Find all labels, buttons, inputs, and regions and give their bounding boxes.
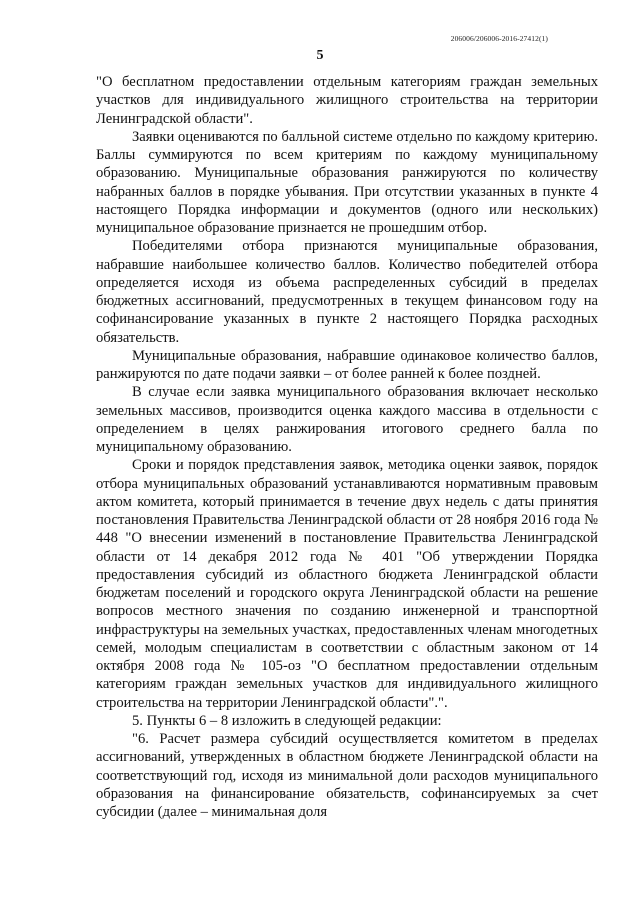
paragraph-equal-scores: Муниципальные образования, набравшие одинаковое количество баллов, ранжируются по дате подачи заявки – от более ранней к более поздней. [96, 347, 598, 382]
paragraph-scoring: Заявки оцениваются по балльной системе отдельно по каждому критерию. Баллы суммируются по всем критериям по каждому муниципальному образованию. Муниципальные образования ранжируются по количеству набранных баллов в порядке убывания. При отсутствии указанных в пункте 4 настоящего Порядка информации и документов (одного или нескольких) муниципальное образование признается не прошедшим отбор. [96, 128, 598, 236]
paragraph-winners: Победителями отбора признаются муниципальные образования, набравшие наибольшее количество баллов. Количество победителей отбора определяется исходя из объема распределенных субсидий в пределах бюджетных ассигнований, предусмотренных в текущем финансовом году на софинансирование указанных в пункте 2 настоящего Порядка расходных обязательств. [96, 238, 598, 346]
document-body [96, 73, 598, 821]
page-number: 5 [316, 48, 324, 63]
paragraph-deadlines: Сроки и порядок представления заявок, методика оценки заявок, порядок отбора муниципальных образований устанавливаются нормативным правовым актом комитета, который принимается в течение двух недель с даты принятия постановления Правительства Ленинградской области от 28 ноября 2016 года № 448 "О внесении изменений в постановление Правительства Ленинградской области от 14 декабря 2012 года № 401 "Об утверждении Порядка предоставления субсидий из областного бюджета Ленинградской области бюджетам поселений и городского округа Ленинградской области на решение вопросов местного значения по созданию инженерной и транспортной инфраструктуры на земельных участках, предоставленных членам многодетных семей, молодым специалистам в соответствии с областным законом от 14 октября 2008 года № 105-оз "О бесплатном предоставлении отдельным категориям граждан земельных участков для индивидуального жилищного строительства на территории Ленинградской области".". [96, 457, 598, 711]
paragraph-multiple-massifs: В случае если заявка муниципального образования включает несколько земельных массивов, производится оценка каждого массива в отдельности с определением в целях ранжирования итогового среднего балла по муниципальному образованию. [96, 384, 598, 455]
paragraph-item-5: 5. Пункты 6 – 8 изложить в следующей редакции: [132, 712, 442, 729]
document-id: 206006/206006-2016-27412(1) [450, 34, 548, 43]
paragraph-item-6: "6. Расчет размера субсидий осуществляется комитетом в пределах ассигнований, утвержденных в областном бюджете Ленинградской области на соответствующий год, исходя из минимальной доли расходов муниципального образования на финансирование обязательств, софинансируемых за счет субсидии (далее – минимальная доля [96, 731, 598, 820]
paragraph-law-title-continuation: "О бесплатном предоставлении отдельным категориям граждан земельных участков для индивидуального жилищного строительства на территории Ленинградской области". [96, 74, 598, 127]
